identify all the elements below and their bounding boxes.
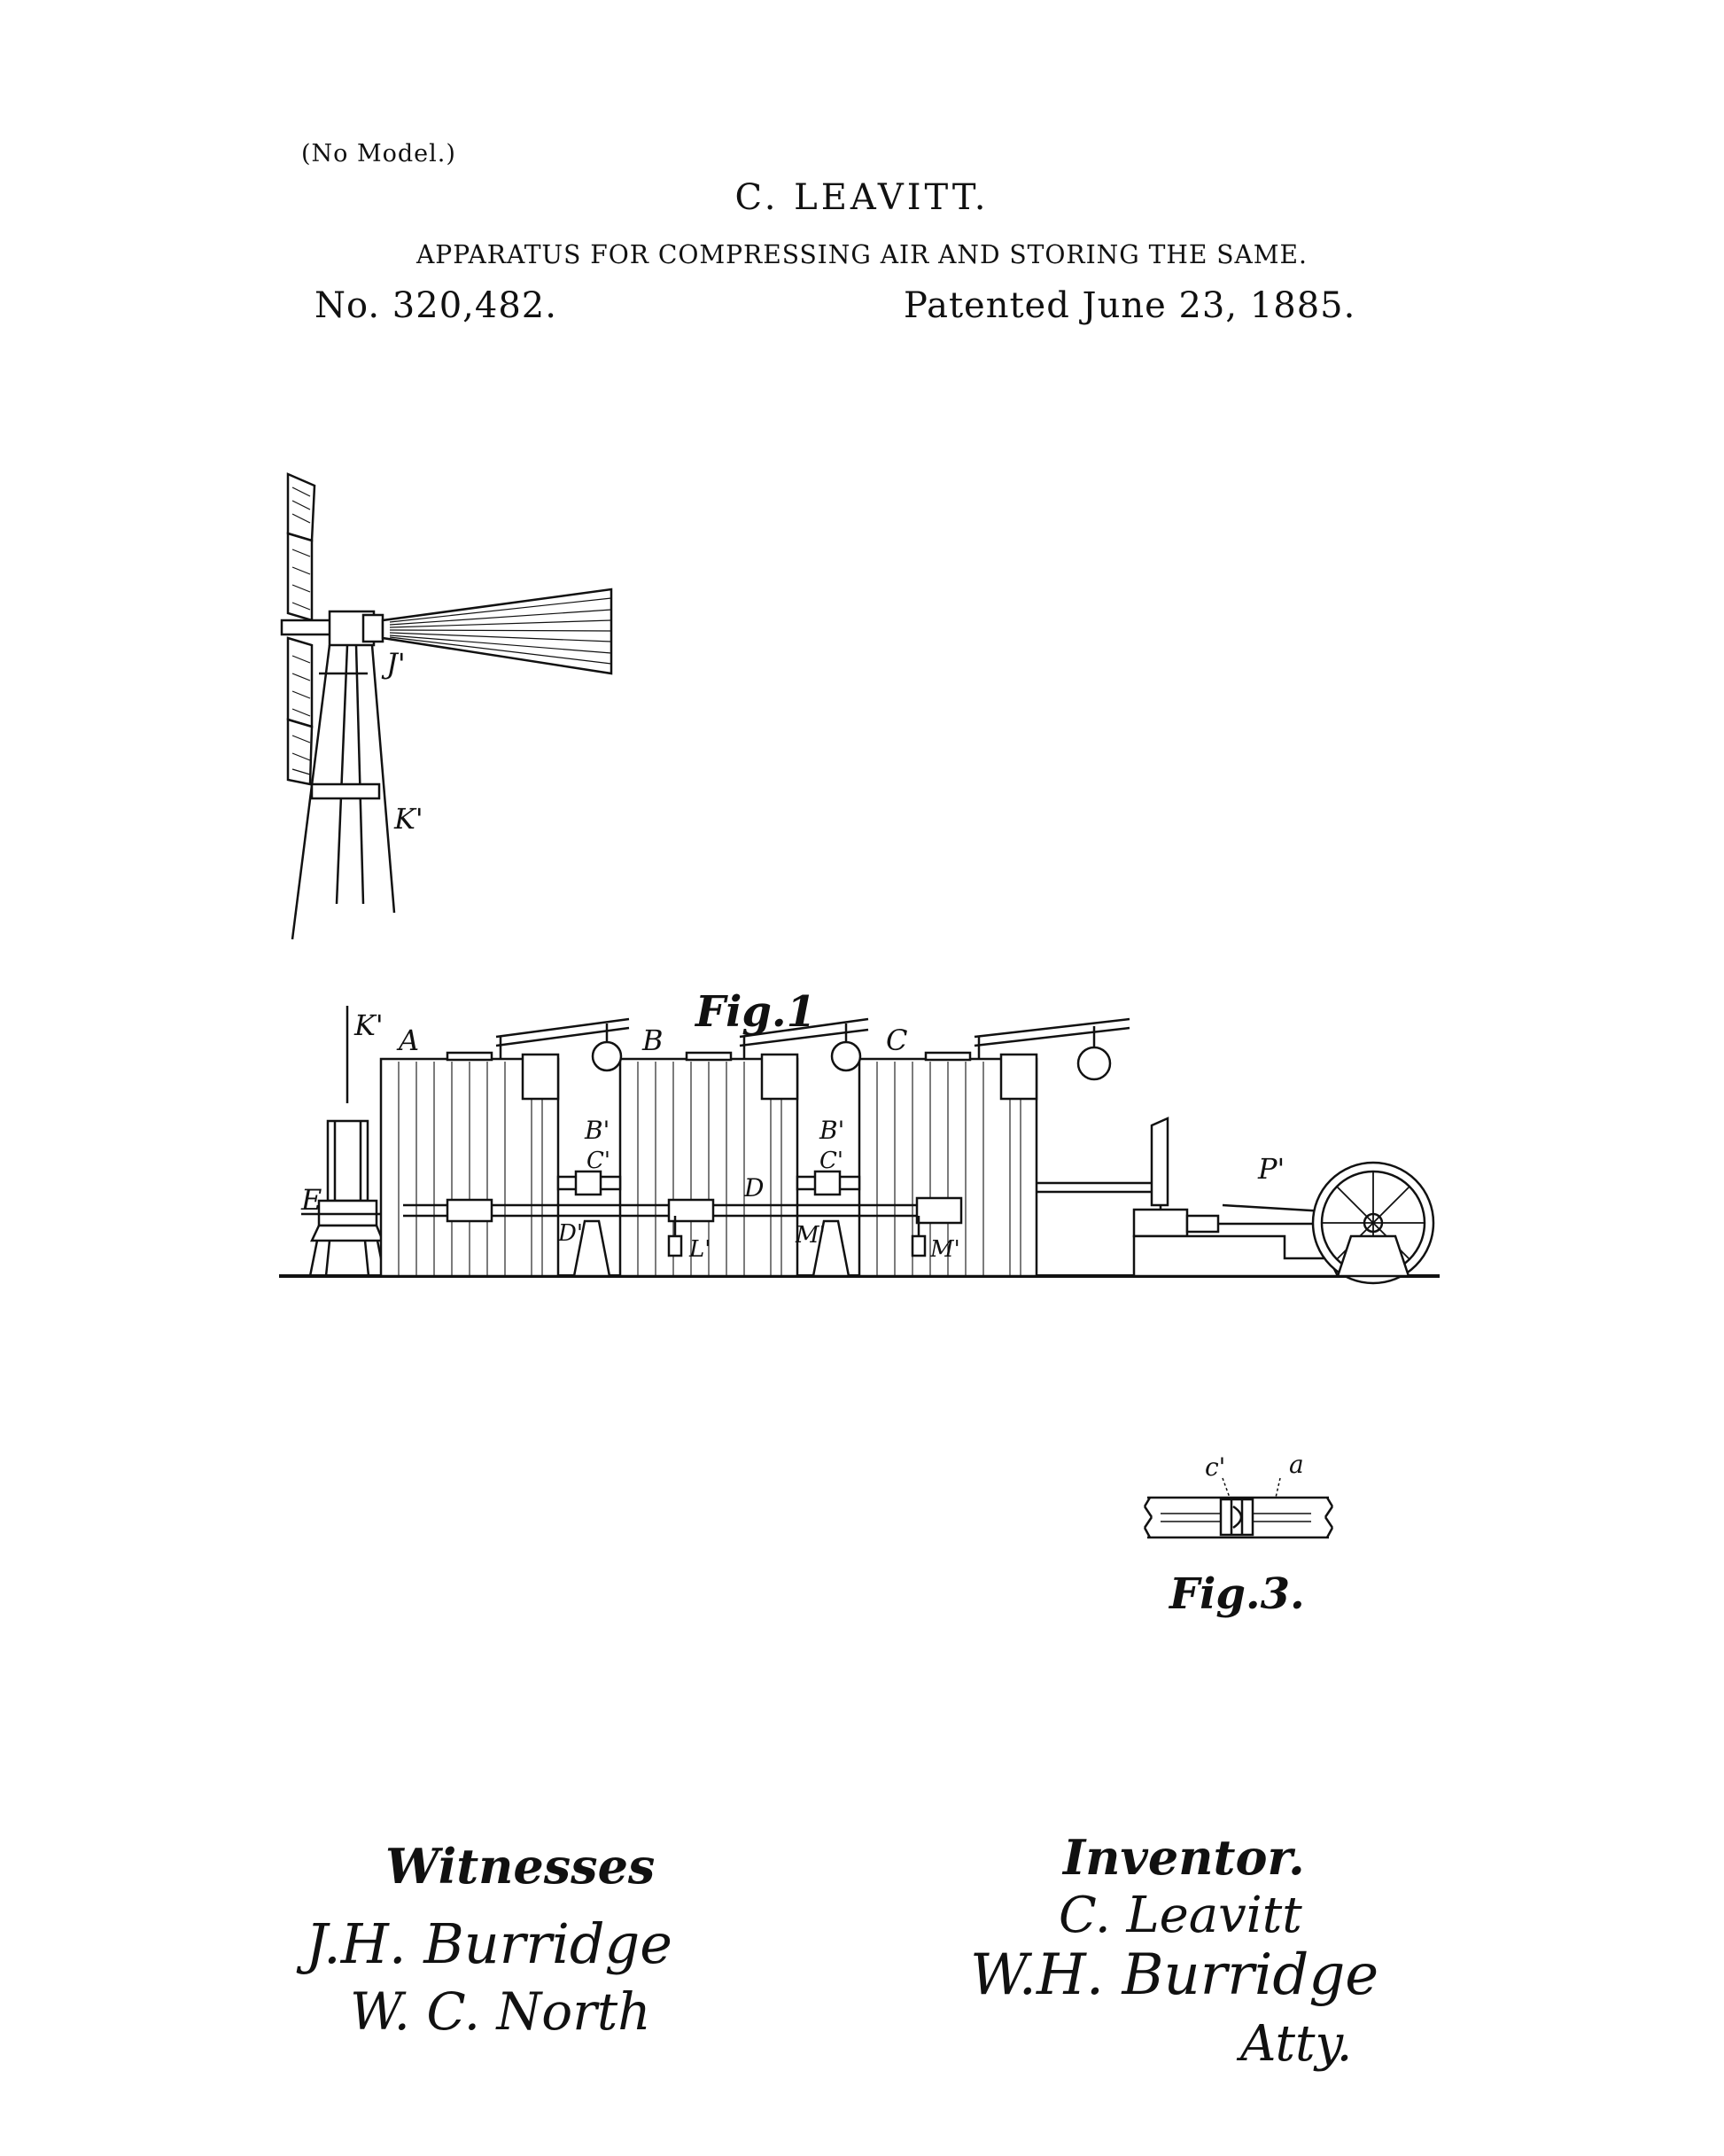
ref-K1-pump: K' <box>354 1008 384 1042</box>
fig3-detail <box>1145 1478 1332 1537</box>
ref-C1-right: C' <box>819 1148 844 1174</box>
inventor-heading: Inventor. <box>1063 1829 1305 1886</box>
ref-B1-left: B' <box>585 1116 610 1145</box>
ref-K1-windmill: K' <box>394 802 423 836</box>
patent-title: APPARATUS FOR COMPRESSING AIR AND STORING THE SAME. <box>416 239 1308 269</box>
no-model-note: (No Model.) <box>301 140 456 167</box>
ref-A: A <box>399 1024 420 1057</box>
ref-B: B <box>642 1024 664 1057</box>
ref-D: D <box>744 1173 765 1203</box>
ref-c1: c' <box>1205 1452 1226 1482</box>
ref-B1-right: B' <box>819 1116 845 1145</box>
ref-D1: D' <box>558 1220 583 1247</box>
ref-J1: J' <box>386 647 406 681</box>
ref-C1-left: C' <box>586 1148 611 1174</box>
inventor-signature: C. Leavitt <box>1059 1887 1302 1944</box>
witness-1-signature: J.H. Burridge <box>306 1911 672 1976</box>
fig1-machinery <box>279 1006 1440 1283</box>
witness-2-signature: W. C. North <box>350 1981 651 2042</box>
witnesses-heading: Witnesses <box>385 1838 656 1895</box>
fig3-label: Fig.3. <box>1169 1569 1305 1619</box>
ref-C: C <box>886 1024 908 1057</box>
fig1-label: Fig.1 <box>695 987 816 1037</box>
inventor-name: C. LEAVITT. <box>734 177 990 218</box>
ref-E: E <box>301 1183 322 1217</box>
ref-L1: L' <box>689 1236 711 1263</box>
ref-P1: P' <box>1258 1152 1285 1186</box>
patent-date: Patented June 23, 1885. <box>904 285 1356 326</box>
attorney-title: Atty. <box>1240 2015 1353 2073</box>
windmill-figure <box>282 474 611 939</box>
ref-M1-right: M' <box>930 1236 960 1263</box>
patent-number: No. 320,482. <box>315 285 557 326</box>
ref-a: a <box>1289 1450 1304 1479</box>
ref-M1-left: M' <box>796 1222 826 1249</box>
attorney-signature: W.H. Burridge <box>970 1942 1379 2008</box>
